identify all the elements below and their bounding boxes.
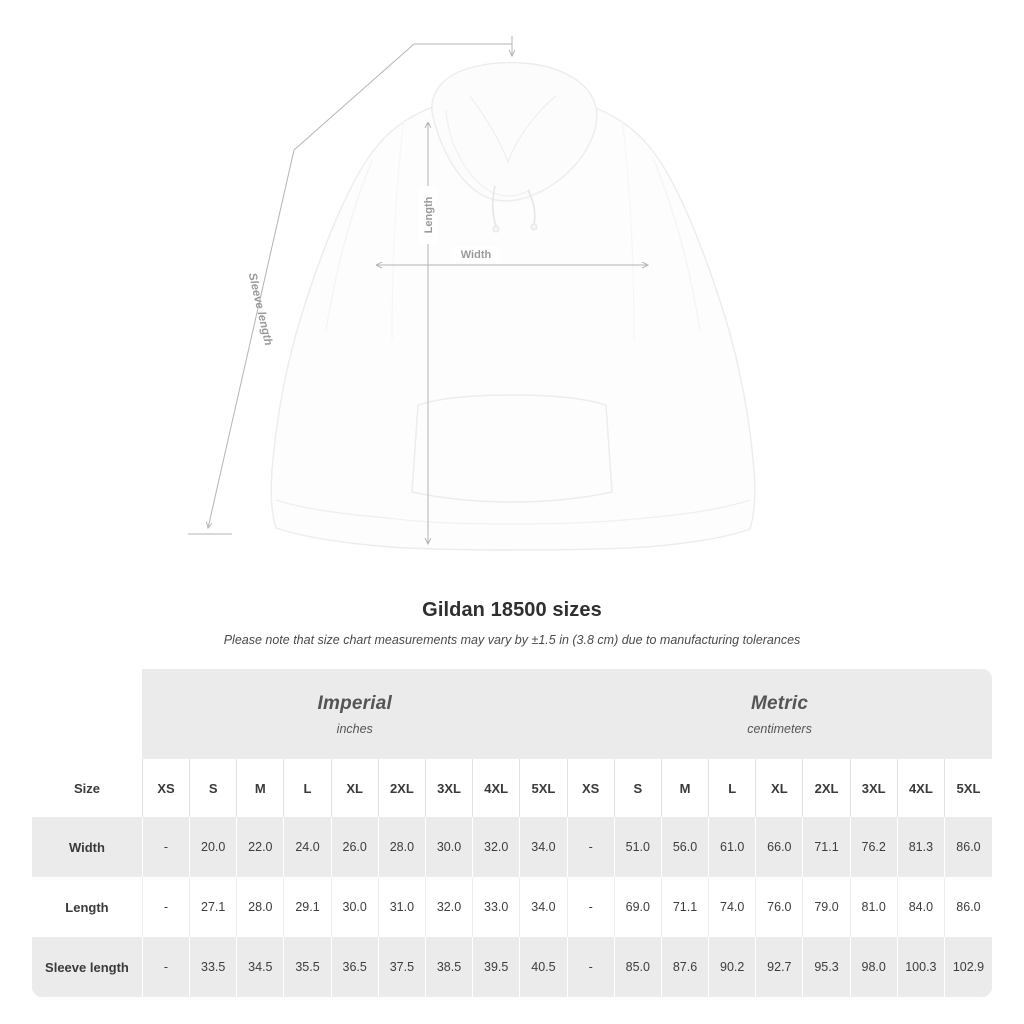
- cell-length-metric-s: 69.0: [614, 877, 661, 937]
- cell-length-metric-m: 71.1: [661, 877, 708, 937]
- size-header-imperial-5xl: 5XL: [520, 759, 567, 817]
- cell-width-imperial-xl: 26.0: [331, 817, 378, 877]
- cell-sleeve-imperial-l: 35.5: [284, 937, 331, 997]
- cell-width-metric-3xl: 76.2: [850, 817, 897, 877]
- title-block: [0, 599, 1024, 647]
- cell-sleeve-imperial-4xl: 39.5: [473, 937, 520, 997]
- size-header-imperial-s: S: [190, 759, 237, 817]
- cell-length-imperial-xl: 30.0: [331, 877, 378, 937]
- cell-sleeve-imperial-5xl: 40.5: [520, 937, 567, 997]
- cell-length-imperial-s: 27.1: [190, 877, 237, 937]
- unit-group-imperial: [142, 669, 567, 759]
- sleeve-length-label: Sleeve length: [245, 271, 275, 347]
- cell-width-imperial-s: 20.0: [190, 817, 237, 877]
- tolerance-note: Please note that size chart measurements may vary by ±1.5 in (3.8 cm) due to manufacturing tolerances: [223, 633, 801, 647]
- cell-length-metric-2xl: 79.0: [803, 877, 850, 937]
- cell-length-metric-l: 74.0: [709, 877, 756, 937]
- cell-length-imperial-2xl: 31.0: [378, 877, 425, 937]
- cell-sleeve-metric-l: 90.2: [709, 937, 756, 997]
- cell-sleeve-metric-m: 87.6: [661, 937, 708, 997]
- cell-sleeve-imperial-xl: 36.5: [331, 937, 378, 997]
- row-label-length: Length: [32, 877, 142, 937]
- cell-width-imperial-2xl: 28.0: [378, 817, 425, 877]
- unit-group-metric-name: Metric: [750, 692, 809, 714]
- unit-group-metric: [567, 669, 992, 759]
- cell-sleeve-metric-xl: 92.7: [756, 937, 803, 997]
- table-row: [32, 877, 992, 937]
- cell-length-metric-3xl: 81.0: [850, 877, 897, 937]
- cell-length-imperial-m: 28.0: [237, 877, 284, 937]
- cell-sleeve-imperial-2xl: 37.5: [378, 937, 425, 997]
- row-label-sleeve-length: Sleeve length: [32, 937, 142, 997]
- size-header-imperial-l: L: [284, 759, 331, 817]
- size-header-imperial-xl: XL: [331, 759, 378, 817]
- cell-sleeve-metric-4xl: 100.3: [897, 937, 944, 997]
- cell-width-metric-xl: 66.0: [756, 817, 803, 877]
- cell-width-metric-s: 51.0: [614, 817, 661, 877]
- table-row: [32, 817, 992, 877]
- cell-length-imperial-3xl: 32.0: [425, 877, 472, 937]
- cell-length-imperial-xs: -: [142, 877, 189, 937]
- cell-sleeve-metric-5xl: 102.9: [944, 937, 992, 997]
- cell-width-imperial-4xl: 32.0: [473, 817, 520, 877]
- width-label: Width: [460, 249, 492, 261]
- cell-sleeve-metric-3xl: 98.0: [850, 937, 897, 997]
- size-header-imperial-m: M: [237, 759, 284, 817]
- cell-width-metric-m: 56.0: [661, 817, 708, 877]
- cell-sleeve-metric-2xl: 95.3: [803, 937, 850, 997]
- size-header-label: Size: [32, 759, 142, 817]
- size-header-metric-xs: XS: [567, 759, 614, 817]
- cell-sleeve-metric-xs: -: [567, 937, 614, 997]
- cell-width-imperial-5xl: 34.0: [520, 817, 567, 877]
- table-row: [32, 937, 992, 997]
- row-label-width: Width: [32, 817, 142, 877]
- corner-cell: [32, 669, 142, 759]
- cell-width-imperial-3xl: 30.0: [425, 817, 472, 877]
- unit-header-row: [32, 669, 992, 759]
- cell-sleeve-imperial-3xl: 38.5: [425, 937, 472, 997]
- hoodie-graphic: [271, 63, 755, 550]
- size-header-metric-4xl: 4XL: [897, 759, 944, 817]
- cell-width-metric-2xl: 71.1: [803, 817, 850, 877]
- cell-length-imperial-4xl: 33.0: [473, 877, 520, 937]
- size-header-metric-3xl: 3XL: [850, 759, 897, 817]
- cell-width-metric-l: 61.0: [709, 817, 756, 877]
- cell-length-metric-xs: -: [567, 877, 614, 937]
- size-header-imperial-3xl: 3XL: [425, 759, 472, 817]
- cell-length-metric-xl: 76.0: [756, 877, 803, 937]
- unit-group-imperial-name: Imperial: [317, 692, 392, 714]
- cell-length-imperial-l: 29.1: [284, 877, 331, 937]
- cell-length-metric-5xl: 86.0: [944, 877, 992, 937]
- cell-width-metric-4xl: 81.3: [897, 817, 944, 877]
- size-header-metric-xl: XL: [756, 759, 803, 817]
- cell-sleeve-metric-s: 85.0: [614, 937, 661, 997]
- size-header-metric-2xl: 2XL: [803, 759, 850, 817]
- cell-width-imperial-m: 22.0: [237, 817, 284, 877]
- unit-group-metric-sub: centimeters: [747, 721, 812, 736]
- cell-sleeve-imperial-s: 33.5: [190, 937, 237, 997]
- size-header-metric-m: M: [661, 759, 708, 817]
- page-title: Gildan 18500 sizes: [422, 599, 602, 621]
- size-header-metric-l: L: [709, 759, 756, 817]
- cell-length-metric-4xl: 84.0: [897, 877, 944, 937]
- cell-width-metric-5xl: 86.0: [944, 817, 992, 877]
- size-header-metric-s: S: [614, 759, 661, 817]
- size-table-wrap: [32, 669, 992, 997]
- size-header-imperial-2xl: 2XL: [378, 759, 425, 817]
- size-header-row: [32, 759, 992, 817]
- size-header-imperial-xs: XS: [142, 759, 189, 817]
- size-header-imperial-4xl: 4XL: [473, 759, 520, 817]
- cell-width-metric-xs: -: [567, 817, 614, 877]
- cell-width-imperial-l: 24.0: [284, 817, 331, 877]
- cell-sleeve-imperial-m: 34.5: [237, 937, 284, 997]
- unit-group-imperial-sub: inches: [336, 721, 373, 736]
- size-header-metric-5xl: 5XL: [944, 759, 992, 817]
- size-chart-table: [32, 669, 992, 997]
- cell-length-imperial-5xl: 34.0: [520, 877, 567, 937]
- cell-sleeve-imperial-xs: -: [142, 937, 189, 997]
- length-label: Length: [423, 196, 435, 234]
- cell-width-imperial-xs: -: [142, 817, 189, 877]
